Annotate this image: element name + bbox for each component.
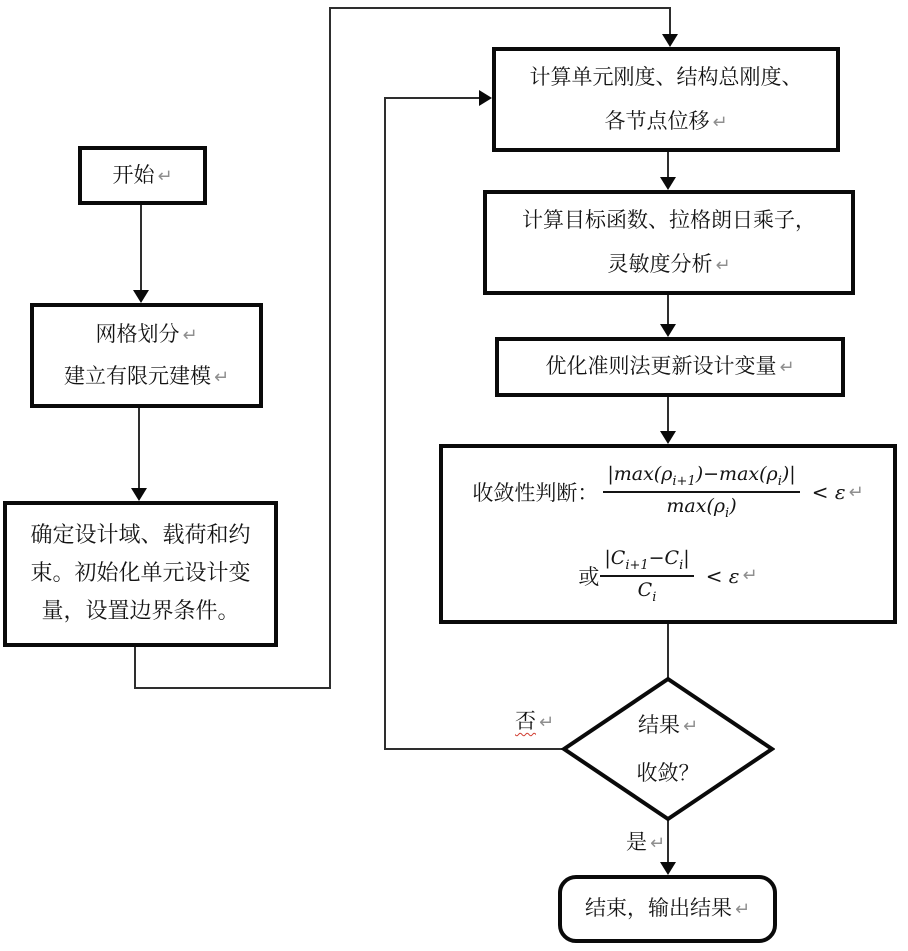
arrowhead-into-update <box>660 324 676 337</box>
edge-label-no <box>515 705 554 735</box>
connector-objective-update <box>667 295 669 326</box>
connector-mesh-setup <box>138 408 140 490</box>
node-start <box>78 146 207 205</box>
node-stiffness-line1: 计算单元刚度、结构总刚度、 <box>529 64 803 89</box>
node-decision-line2: 收敛？ <box>636 761 700 785</box>
connector-setup-vertical-up <box>329 7 331 689</box>
edge-label-yes <box>626 826 665 856</box>
node-convergence <box>439 444 897 624</box>
node-mesh-line1: 网格划分 <box>95 321 180 346</box>
convergence-lt-epsilon-1: < ε <box>811 480 846 505</box>
node-mesh-line1-row <box>95 314 197 356</box>
connector-setup-elbow-horizontal <box>134 687 331 689</box>
node-mesh <box>30 303 263 408</box>
connector-no-horizontal-from-diamond <box>384 748 563 750</box>
return-mark: ↵ <box>742 565 758 587</box>
arrowhead-into-end <box>660 862 676 875</box>
connector-decision-end <box>667 820 669 864</box>
connector-start-mesh <box>140 205 142 293</box>
arrowhead-into-setup <box>131 488 147 501</box>
arrowhead-into-mesh <box>133 290 149 303</box>
node-start-label-row <box>112 155 172 197</box>
convergence-label: 收敛性判断： <box>472 481 599 506</box>
node-stiffness-line2-row <box>604 99 727 145</box>
convergence-lt-epsilon-2: < ε <box>705 563 740 588</box>
node-end-label-row <box>585 888 750 930</box>
return-mark: ↵ <box>539 712 555 733</box>
node-objective-line1: 计算目标函数、拉格朗日乘子， <box>522 207 816 232</box>
node-setup-line3: 量，设置边界条件。 <box>41 599 240 624</box>
node-setup <box>3 501 278 647</box>
node-update-label-row <box>545 346 794 388</box>
node-end <box>558 875 777 943</box>
return-mark: ↵ <box>779 357 795 378</box>
connector-no-vertical-up <box>384 97 386 750</box>
node-objective-line2: 灵敏度分析 <box>607 251 713 276</box>
convergence-formula-2 <box>578 547 757 605</box>
connector-stiffness-objective <box>667 152 669 180</box>
convergence-fraction-1 <box>603 463 799 521</box>
connector-top-horizontal <box>329 7 671 9</box>
node-update-label: 优化准则法更新设计变量 <box>545 354 777 378</box>
arrowhead-into-stiffness-top <box>662 34 678 47</box>
connector-update-convergence <box>667 397 669 433</box>
node-setup-line2: 束。初始化单元设计变 <box>30 561 251 586</box>
return-mark: ↵ <box>715 254 731 276</box>
convergence-fraction-1-numerator: $|\max(\rho_{i+1})-\max(\rho_i)|$ <box>603 463 799 493</box>
convergence-fraction-2-numerator: $|C_{i+1}-C_i|$ <box>600 547 693 577</box>
node-decision <box>561 676 775 822</box>
node-stiffness-line2: 各节点位移 <box>604 108 710 133</box>
edge-label-yes-text: 是 <box>626 830 647 854</box>
convergence-fraction-2 <box>600 547 693 605</box>
convergence-fraction-1-denominator: $\max(\rho_i)$ <box>666 495 737 521</box>
convergence-formula-1 <box>472 463 863 521</box>
return-mark: ↵ <box>734 899 751 920</box>
edge-label-no-text: 否 <box>515 709 536 733</box>
node-objective-line2-row <box>607 242 730 288</box>
arrowhead-into-stiffness-left <box>479 90 492 106</box>
node-mesh-line2: 建立有限元建模 <box>63 363 211 388</box>
return-mark: ↵ <box>213 366 230 388</box>
arrowhead-into-convergence <box>660 431 676 444</box>
return-mark: ↵ <box>650 833 666 854</box>
return-mark: ↵ <box>848 481 864 503</box>
node-decision-line1-row <box>638 702 698 750</box>
node-update <box>495 337 845 397</box>
convergence-or-label: 或 <box>578 564 600 589</box>
arrowhead-into-objective <box>660 177 676 190</box>
node-objective <box>483 190 855 295</box>
convergence-fraction-2-denominator: $C_i$ <box>637 578 657 605</box>
connector-top-drop <box>669 7 671 36</box>
node-mesh-line2-row <box>64 356 229 398</box>
connector-setup-elbow-down <box>134 647 136 689</box>
connector-no-horizontal-into-stiffness <box>384 97 479 99</box>
node-decision-line1: 结果 <box>637 713 680 737</box>
return-mark: ↵ <box>682 716 699 737</box>
node-stiffness <box>492 47 840 152</box>
connector-convergence-decision <box>667 624 669 678</box>
node-setup-line1: 确定设计域、载荷和约 <box>30 523 251 548</box>
return-mark: ↵ <box>182 324 198 346</box>
return-mark: ↵ <box>157 165 173 187</box>
node-end-label: 结束，输出结果 <box>584 896 732 920</box>
return-mark: ↵ <box>712 111 728 133</box>
node-start-label: 开始 <box>112 162 155 187</box>
